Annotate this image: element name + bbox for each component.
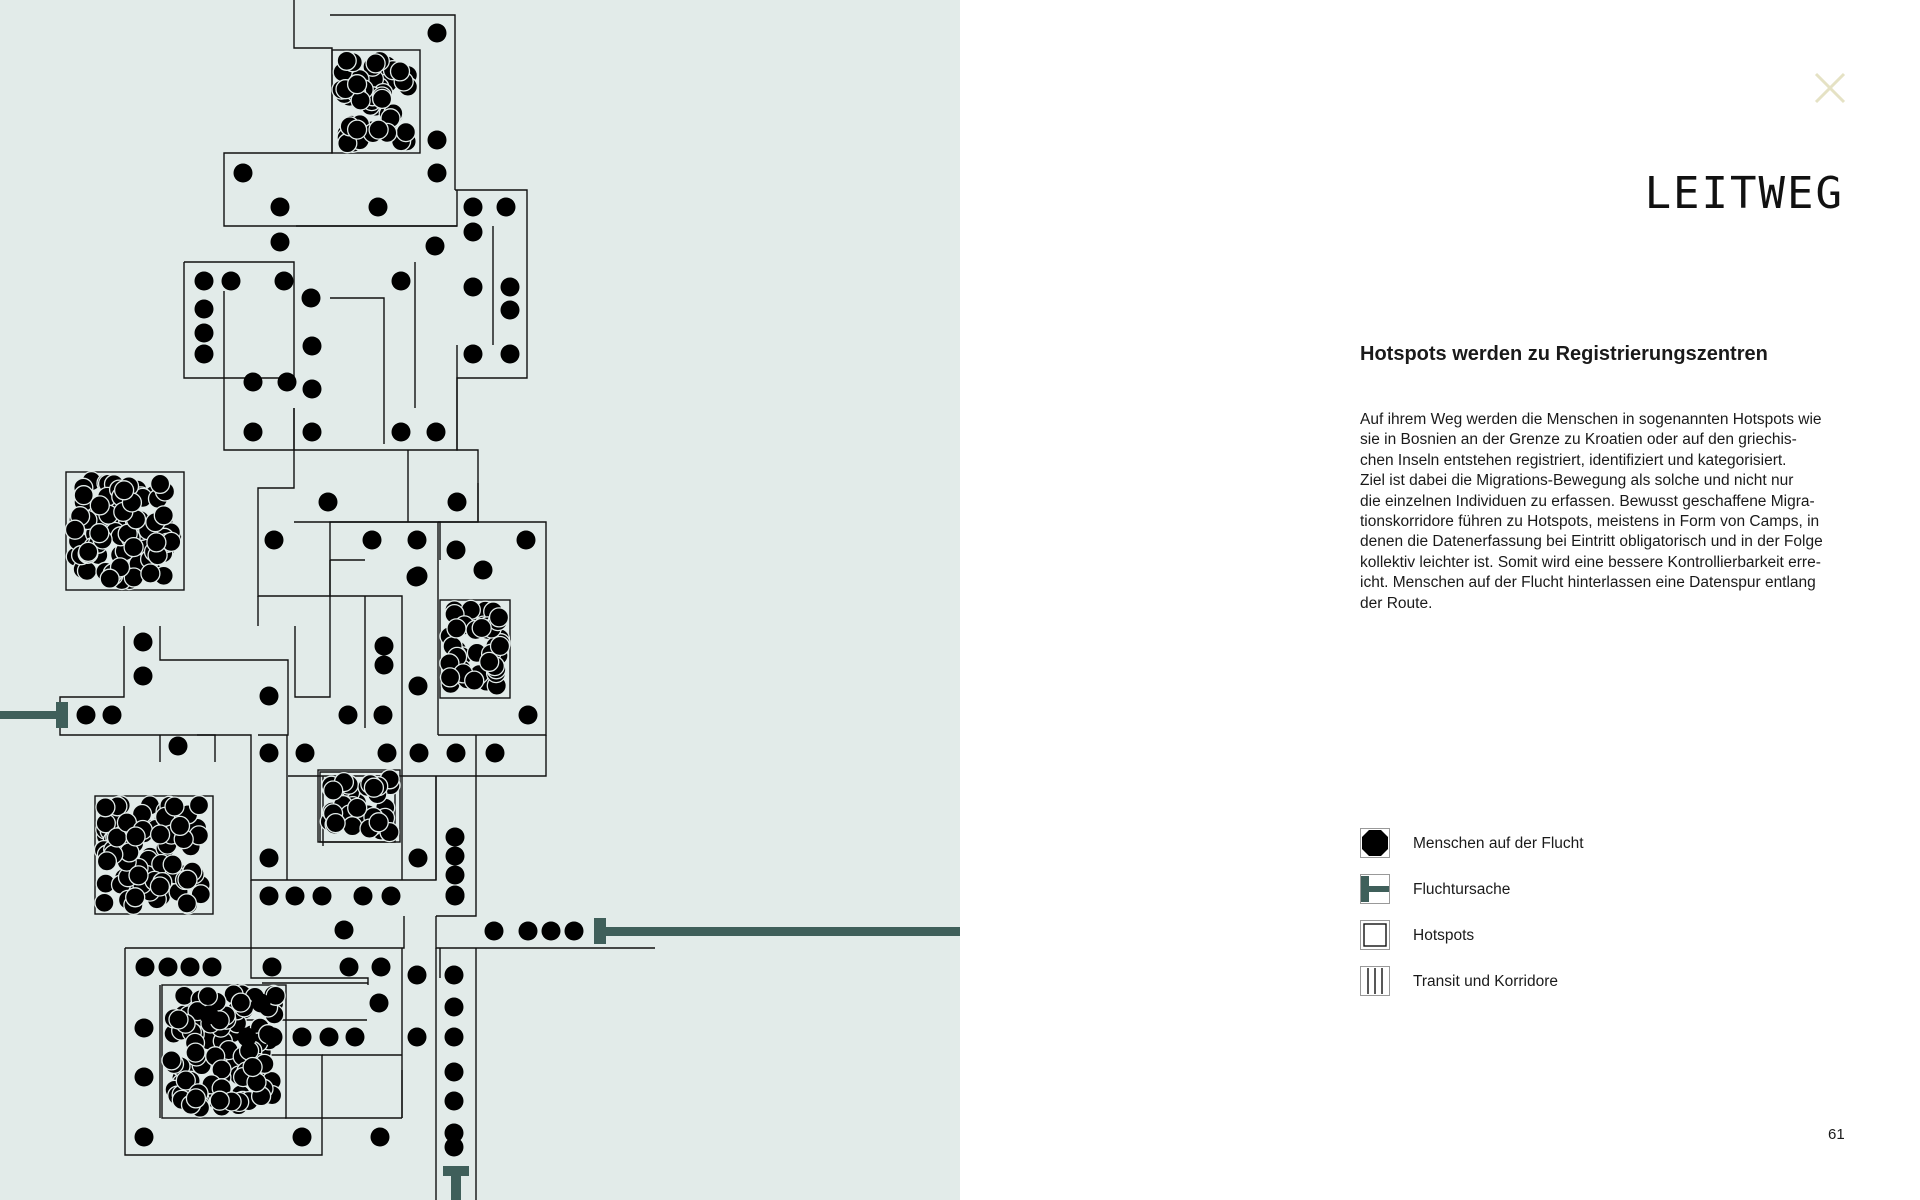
person-dot-crowd	[490, 608, 509, 627]
person-dot-crowd	[231, 993, 250, 1012]
person-dot	[428, 164, 447, 183]
person-dot	[428, 131, 447, 150]
person-dot	[296, 744, 315, 763]
person-dot	[244, 423, 263, 442]
person-dot	[260, 687, 279, 706]
person-dot	[195, 272, 214, 291]
person-dot	[134, 633, 153, 652]
person-dot-crowd	[447, 619, 466, 638]
corridor-wall	[60, 626, 251, 776]
person-dot	[264, 1028, 283, 1047]
person-dot	[335, 921, 354, 940]
person-dot	[392, 272, 411, 291]
legend-item-flight-cause	[1360, 874, 1760, 906]
person-dot-crowd	[324, 781, 343, 800]
hotspot-icon	[1360, 920, 1390, 950]
close-icon	[1810, 68, 1850, 108]
person-dot-crowd	[348, 75, 367, 94]
person-dot	[195, 324, 214, 343]
person-dot	[234, 164, 253, 183]
body-line: kollektiv leichter ist. Somit wird eine bessere Kontrollierbarkeit erre-	[1360, 553, 1821, 571]
person-dot	[135, 1068, 154, 1087]
body-line: Auf ihrem Weg werden die Menschen in sogenannten Hotspots wie	[1360, 411, 1822, 428]
person-dot-crowd	[100, 569, 119, 588]
person-dot-crowd	[465, 671, 484, 690]
legend-item-corridors	[1360, 966, 1760, 998]
person-dot-crowd	[90, 496, 109, 515]
person-dot-crowd	[198, 987, 217, 1006]
person-dot	[293, 1128, 312, 1147]
legend-label: Fluchtursache	[1413, 881, 1511, 898]
person-dot	[371, 1128, 390, 1147]
person-dot	[464, 278, 483, 297]
person-dot	[346, 1028, 365, 1047]
person-dot	[339, 706, 358, 725]
legend-label: Hotspots	[1413, 927, 1475, 944]
person-dot	[271, 198, 290, 217]
person-dot	[372, 958, 391, 977]
person-dot-crowd	[115, 481, 134, 500]
body-line: icht. Menschen auf der Flucht hinterlassen eine Datenspur entlang	[1360, 574, 1816, 592]
person-dot-crowd	[129, 866, 148, 885]
person-dot	[303, 337, 322, 356]
legend-label: Transit und Korridore	[1413, 973, 1559, 990]
person-dot	[446, 828, 465, 847]
body-line: der Route.	[1360, 594, 1433, 612]
legend-item-people	[1360, 828, 1760, 860]
person-dot	[263, 958, 282, 977]
person-dot	[464, 223, 483, 242]
person-dot-crowd	[348, 798, 367, 817]
person-dot-crowd	[472, 619, 491, 638]
person-dot	[195, 345, 214, 364]
person-dot	[409, 849, 428, 868]
person-dot-crowd	[186, 1089, 205, 1108]
person-dot-crowd	[480, 652, 499, 671]
person-dot	[464, 198, 483, 217]
person-dot	[313, 887, 332, 906]
person-dot	[474, 561, 493, 580]
person-dot	[447, 541, 466, 560]
person-dot	[378, 744, 397, 763]
person-dot	[501, 278, 520, 297]
person-dot-crowd	[124, 538, 143, 557]
person-dot	[278, 373, 297, 392]
person-dot-crowd	[147, 533, 166, 552]
person-dot-crowd	[169, 1010, 188, 1029]
person-dot-crowd	[96, 798, 115, 817]
person-dot-crowd	[175, 986, 194, 1005]
body-paragraph	[1360, 410, 1844, 614]
person-dot-crowd	[163, 855, 182, 874]
person-dot	[407, 568, 426, 587]
person-dot-crowd	[66, 520, 85, 539]
body-line: sie in Bosnien an der Grenze zu Kroatien oder auf den griechis-	[1360, 431, 1797, 449]
person-dot	[392, 423, 411, 442]
person-dot	[445, 1092, 464, 1111]
person-dot-crowd	[441, 668, 460, 687]
close-button[interactable]	[1810, 68, 1850, 108]
person-dot	[408, 1028, 427, 1047]
flight-cause-bar	[0, 711, 58, 719]
person-dot	[303, 380, 322, 399]
person-dot	[517, 531, 536, 550]
flight-cause-icon	[1360, 874, 1390, 904]
person-dot-crowd	[171, 816, 190, 835]
person-dot	[445, 966, 464, 985]
corridor-icon	[1360, 966, 1390, 996]
person-dot	[447, 744, 466, 763]
person-dot	[252, 994, 271, 1013]
person-dot	[445, 1063, 464, 1082]
person-dot	[448, 493, 467, 512]
person-dot-crowd	[348, 120, 367, 139]
person-dot-crowd	[79, 542, 98, 561]
person-dot	[293, 1028, 312, 1047]
body-line: tionskorridore führen zu Hotspots, meistens in Form von Camps, in	[1360, 513, 1820, 531]
person-dot	[203, 958, 222, 977]
person-dot	[135, 1128, 154, 1147]
person-dot	[565, 922, 584, 941]
person-dot-crowd	[326, 814, 345, 833]
person-dot	[195, 300, 214, 319]
person-dot	[181, 958, 200, 977]
person-dot-crowd	[151, 474, 170, 493]
person-dot-crowd	[97, 852, 116, 871]
body-line: chen Inseln entstehen registriert, identifiziert und kategorisiert.	[1360, 451, 1787, 469]
person-dot-crowd	[369, 120, 388, 139]
person-dot-crowd	[396, 123, 415, 142]
person-dot-crowd	[141, 564, 160, 583]
person-dot	[302, 289, 321, 308]
person-dot-crowd	[243, 1058, 262, 1077]
person-dot	[244, 373, 263, 392]
section-heading: Hotspots werden zu Registrierungszentren	[1360, 343, 1768, 365]
person-dot-crowd	[369, 813, 388, 832]
person-dot	[369, 198, 388, 217]
legend-item-hotspots	[1360, 920, 1760, 952]
person-dot	[320, 1028, 339, 1047]
person-dot	[519, 922, 538, 941]
person-dot-crowd	[210, 1091, 229, 1110]
person-dot	[260, 744, 279, 763]
page-number: 61	[1828, 1126, 1845, 1143]
person-dot	[159, 958, 178, 977]
flight-cause-bar	[451, 1166, 461, 1200]
person-dot	[222, 272, 241, 291]
person-dot	[319, 493, 338, 512]
person-dot	[169, 737, 188, 756]
person-dot-crowd	[178, 870, 197, 889]
person-dot	[286, 887, 305, 906]
legend-label: Menschen auf der Flucht	[1413, 835, 1584, 852]
body-line: Ziel ist dabei die Migrations-Bewegung als solche und nicht nur	[1360, 472, 1794, 490]
person-dot	[486, 744, 505, 763]
corridor-wall	[295, 560, 330, 697]
person-dot	[497, 198, 516, 217]
person-dot	[374, 706, 393, 725]
person-dot	[340, 958, 359, 977]
person-dot-crowd	[177, 894, 196, 913]
person-dot	[501, 301, 520, 320]
person-dot	[238, 1028, 257, 1047]
person-dot	[354, 887, 373, 906]
flight-cause-bar	[56, 702, 68, 728]
person-dot-crowd	[366, 54, 385, 73]
corridor-wall	[224, 0, 457, 226]
person-dot	[427, 423, 446, 442]
person-dot-crowd	[343, 817, 362, 836]
corridor-wall	[330, 298, 384, 444]
person-dot	[446, 866, 465, 885]
person-dot	[446, 847, 465, 866]
person-dot	[382, 887, 401, 906]
person-dot	[445, 1028, 464, 1047]
person-dot	[445, 998, 464, 1017]
person-dot	[426, 237, 445, 256]
person-dot-crowd	[150, 877, 169, 896]
person-dot	[445, 1138, 464, 1157]
person-dot-crowd	[154, 506, 173, 525]
person-dot-crowd	[391, 62, 410, 81]
person-dot	[271, 233, 290, 252]
person-dot	[275, 272, 294, 291]
person-dot	[260, 849, 279, 868]
person-dot-crowd	[162, 1051, 181, 1070]
person-dot	[136, 958, 155, 977]
person-dot	[363, 531, 382, 550]
person-dot-crowd	[90, 524, 109, 543]
person-dot	[542, 922, 561, 941]
person-dot	[464, 345, 483, 364]
person-dot-crowd	[364, 778, 383, 797]
person-dot-crowd	[186, 1043, 205, 1062]
corridor-wall	[197, 735, 215, 762]
person-dot-crowd	[151, 825, 170, 844]
person-dot	[303, 423, 322, 442]
person-dot	[446, 887, 465, 906]
person-dot-crowd	[126, 888, 145, 907]
person-dot-crowd	[373, 89, 392, 108]
body-line: denen die Datenerfassung bei Eintritt obligatorisch und in der Folge	[1360, 533, 1823, 551]
person-dot	[485, 922, 504, 941]
person-dot	[77, 706, 96, 725]
person-dot	[428, 24, 447, 43]
page-title: LEITWEG	[1644, 168, 1844, 219]
person-dot-crowd	[337, 51, 356, 70]
person-dot	[408, 531, 427, 550]
person-dot	[265, 531, 284, 550]
person-dot-crowd	[190, 796, 209, 815]
person-dot	[260, 887, 279, 906]
person-dot	[519, 706, 538, 725]
person-dot	[501, 345, 520, 364]
person-dot	[135, 1019, 154, 1038]
person-dot	[375, 656, 394, 675]
person-dot-crowd	[95, 893, 114, 912]
person-dot-crowd	[126, 827, 145, 846]
body-line: die einzelnen Individuen zu erfassen. Bewusst geschaffene Migra-	[1360, 492, 1815, 510]
person-dot	[410, 744, 429, 763]
person-dot-crowd	[165, 797, 184, 816]
flight-cause-bar	[594, 918, 606, 944]
person-dot-icon	[1360, 828, 1390, 858]
person-dot	[408, 966, 427, 985]
person-dot	[103, 706, 122, 725]
person-dot	[375, 637, 394, 656]
corridor-walls	[60, 0, 655, 1200]
flight-cause-bar	[594, 927, 960, 936]
person-dot	[200, 1006, 219, 1025]
corridor-wall	[160, 626, 288, 697]
person-dot	[370, 994, 389, 1013]
corridor-wall	[258, 450, 478, 596]
person-dot	[134, 667, 153, 686]
person-dot	[409, 677, 428, 696]
